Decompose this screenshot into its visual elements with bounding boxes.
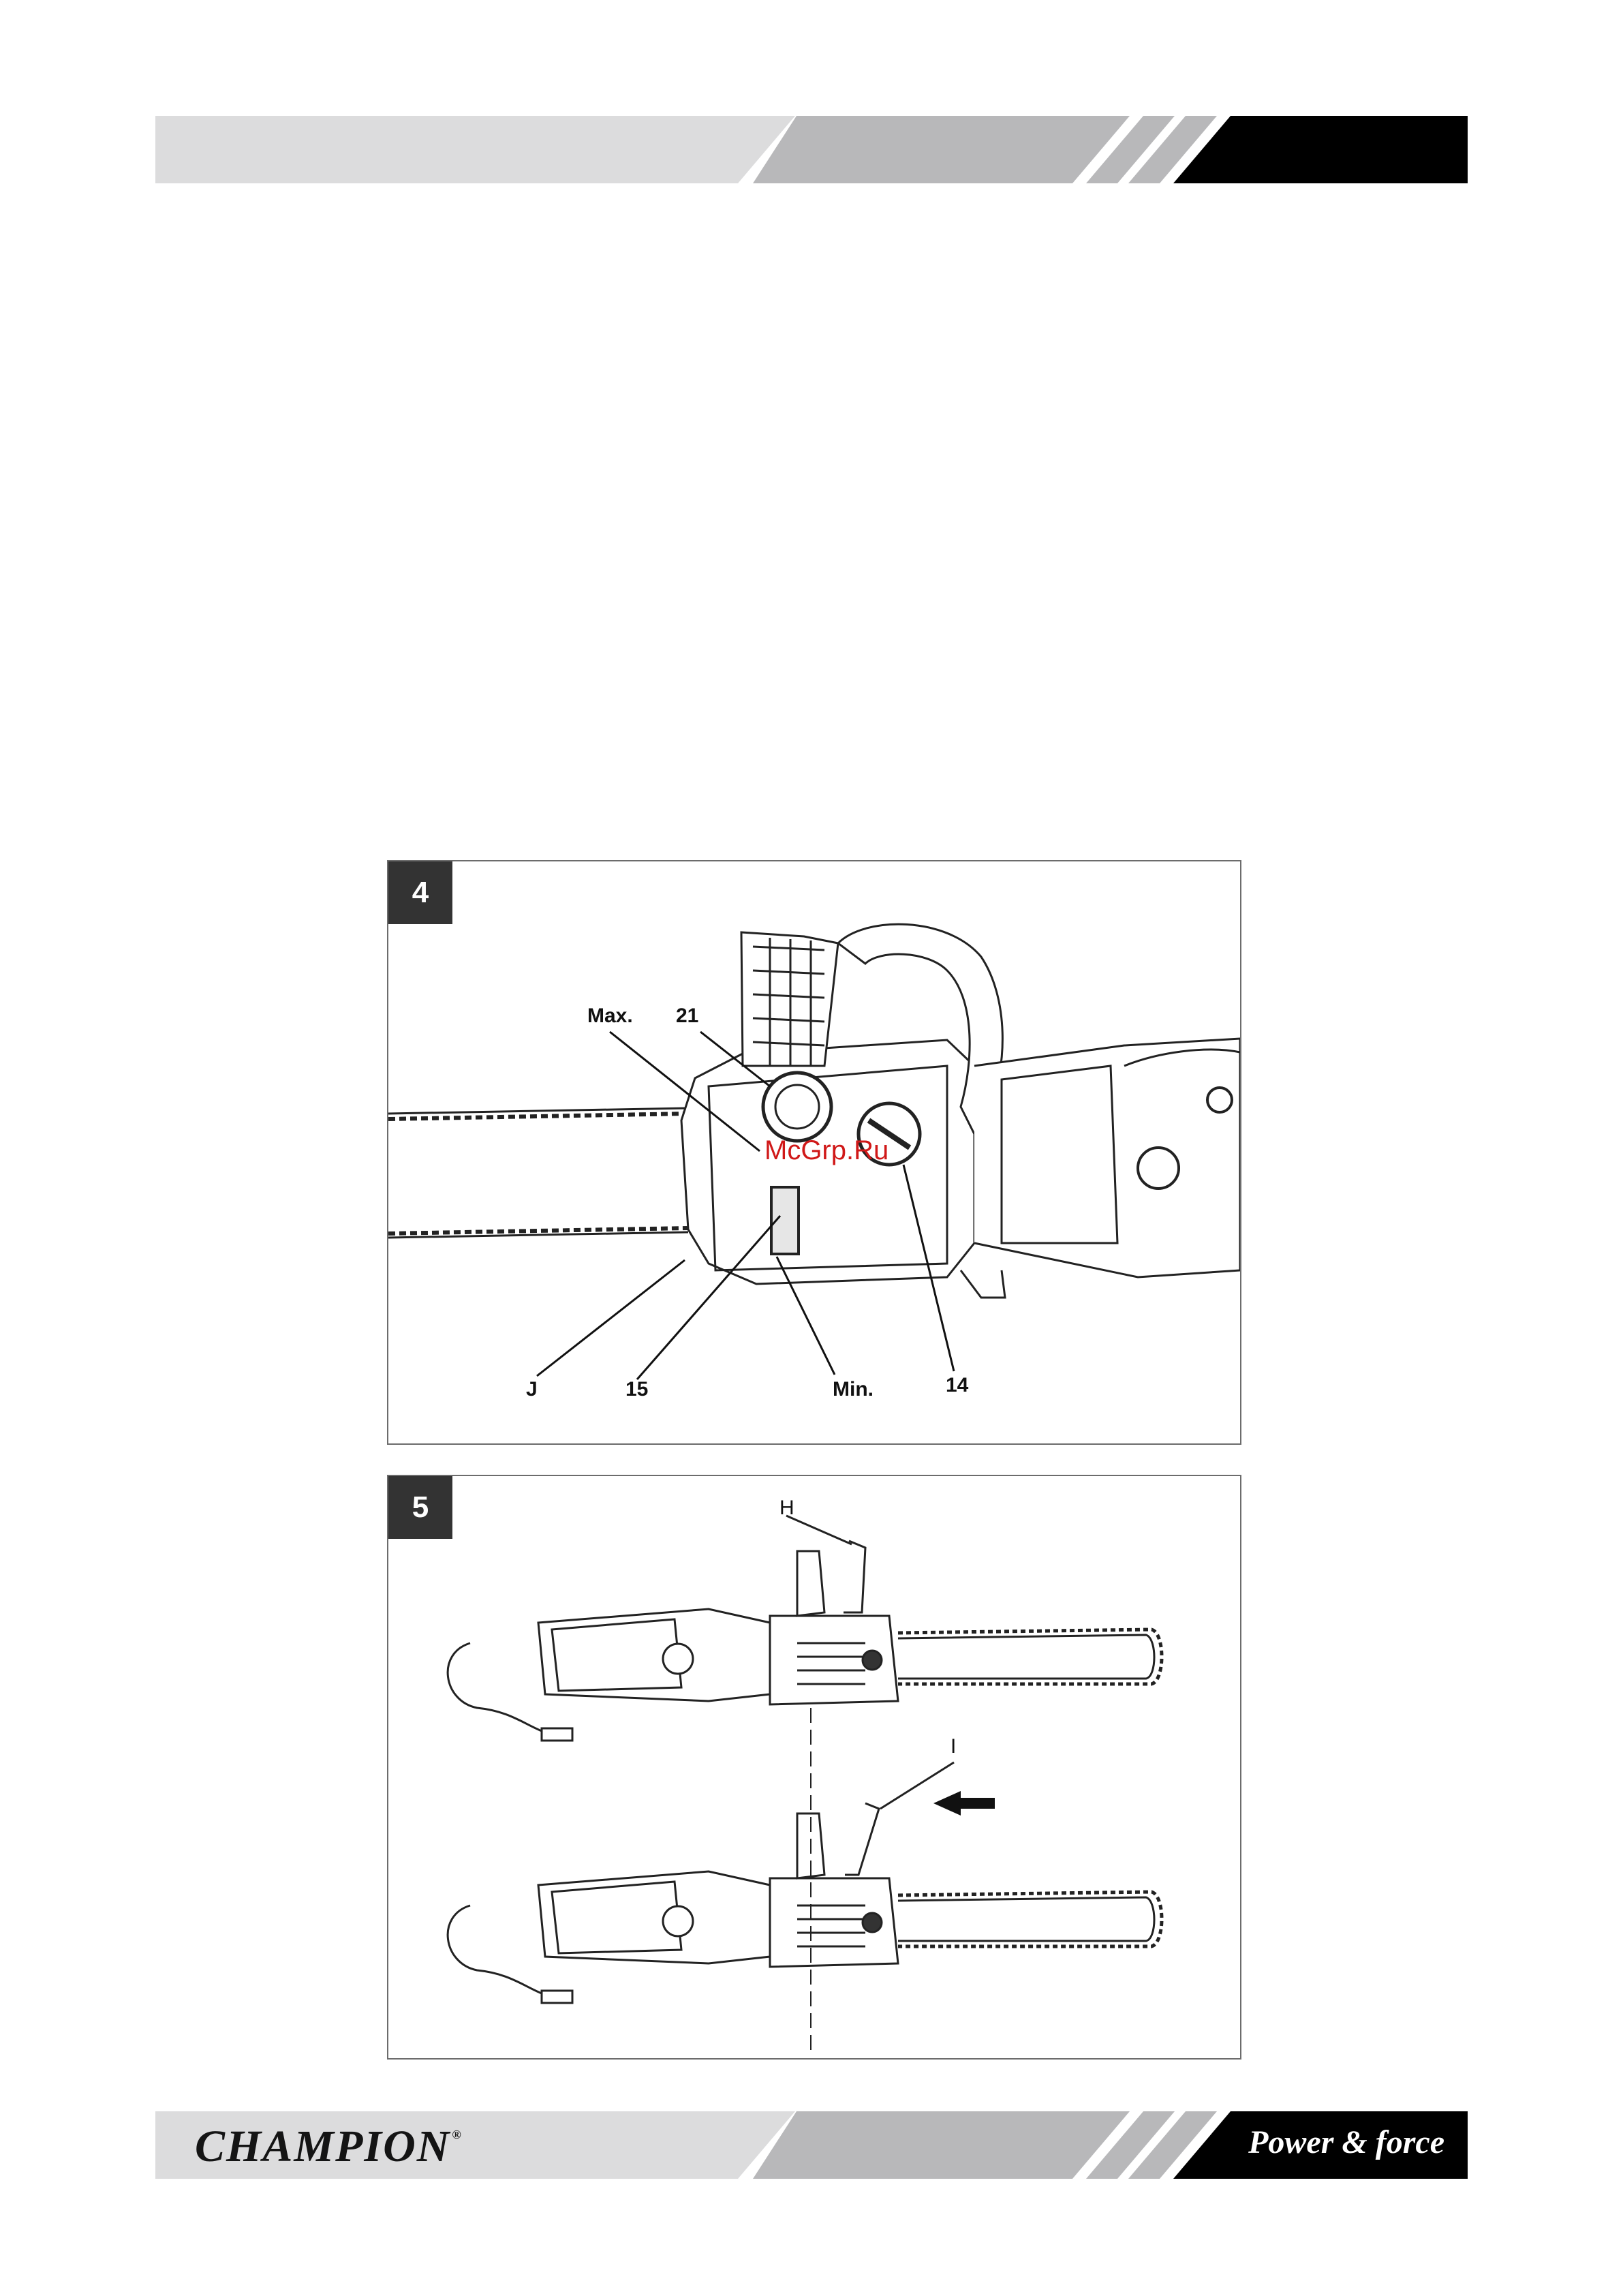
header-stripes [155, 116, 1468, 183]
callout-h: H [779, 1497, 794, 1519]
callout-max: Max. [587, 1005, 633, 1027]
callout-i: I [950, 1735, 957, 1758]
figure-number-4: 4 [388, 861, 452, 924]
watermark: McGrp.Ru [764, 1135, 889, 1165]
callout-15: 15 [625, 1378, 649, 1400]
champion-logo [195, 2121, 463, 2173]
callout-14: 14 [946, 1374, 969, 1396]
callout-min: Min. [833, 1378, 874, 1400]
figure-4 [387, 860, 1241, 1445]
logo-text: CHAMPION [195, 2122, 451, 2171]
header-band [155, 116, 1468, 183]
slogan: Power & force [1248, 2124, 1444, 2160]
callout-j: J [526, 1378, 538, 1400]
upper-saw [448, 1541, 1162, 1741]
figure-5 [387, 1475, 1241, 2060]
registered-mark: ® [452, 2128, 463, 2141]
callout-21: 21 [676, 1005, 699, 1027]
chainbrake-illustration [388, 1476, 1240, 2058]
figure-number-5: 5 [388, 1476, 452, 1539]
lower-saw [448, 1803, 1162, 2003]
footer-band [155, 2111, 1468, 2179]
